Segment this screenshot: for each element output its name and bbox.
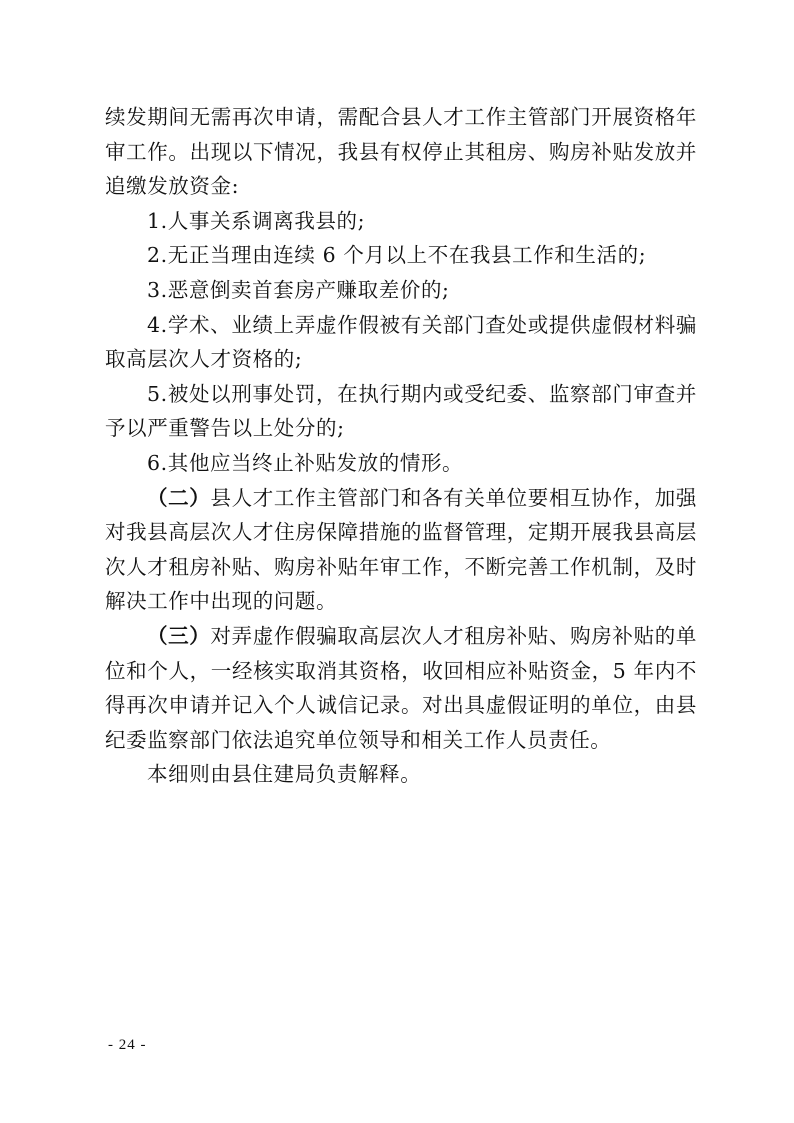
- page-number: - 24 -: [108, 1037, 147, 1053]
- document-body: [105, 100, 697, 792]
- paragraph-text: 4.学术、业绩上弄虚作假被有关部门查处或提供虚假材料骗取高层次人才资格的;: [105, 312, 697, 372]
- paragraph-text: 县人才工作主管部门和各有关单位要相互协作，加强对我县高层次人才住房保障措施的监督管理，定期开展我县高层次人才租房补贴、购房补贴年审工作，不断完善工作机制，及时解决工作中出现的问题。: [105, 485, 697, 614]
- closing-paragraph: [105, 757, 697, 792]
- list-item-2: [105, 238, 697, 273]
- section-two-paragraph: [105, 481, 697, 619]
- section-number: （三）: [147, 623, 211, 648]
- paragraph-text: 对弄虚作假骗取高层次人才租房补贴、购房补贴的单位和个人，一经核实取消其资格，收回相应补贴资金，5 年内不得再次申请并记入个人诚信记录。对出具虚假证明的单位，由县纪委监察部门依法追究单位领导和相关工作人员责任。: [105, 623, 697, 752]
- paragraph-text: 3.恶意倒卖首套房产赚取差价的;: [147, 277, 450, 302]
- list-item-4: [105, 308, 697, 377]
- section-three-paragraph: [105, 619, 697, 757]
- list-item-1: [105, 204, 697, 239]
- paragraph-text: 6.其他应当终止补贴发放的情形。: [147, 450, 464, 475]
- list-item-3: [105, 273, 697, 308]
- list-item-5: [105, 377, 697, 446]
- list-item-6: [105, 446, 697, 481]
- paragraph-text: 本细则由县住建局负责解释。: [147, 762, 422, 787]
- paragraph-continuation: [105, 100, 697, 204]
- paragraph-text: 1.人事关系调离我县的;: [147, 208, 366, 233]
- section-number: （二）: [147, 485, 211, 510]
- paragraph-text: 5.被处以刑事处罚，在执行期内或受纪委、监察部门审查并予以严重警告以上处分的;: [105, 381, 697, 441]
- paragraph-text: 2.无正当理由连续 6 个月以上不在我县工作和生活的;: [147, 243, 647, 268]
- paragraph-text: 续发期间无需再次申请，需配合县人才工作主管部门开展资格年审工作。出现以下情况，我县有权停止其租房、购房补贴发放并追缴发放资金:: [105, 105, 697, 199]
